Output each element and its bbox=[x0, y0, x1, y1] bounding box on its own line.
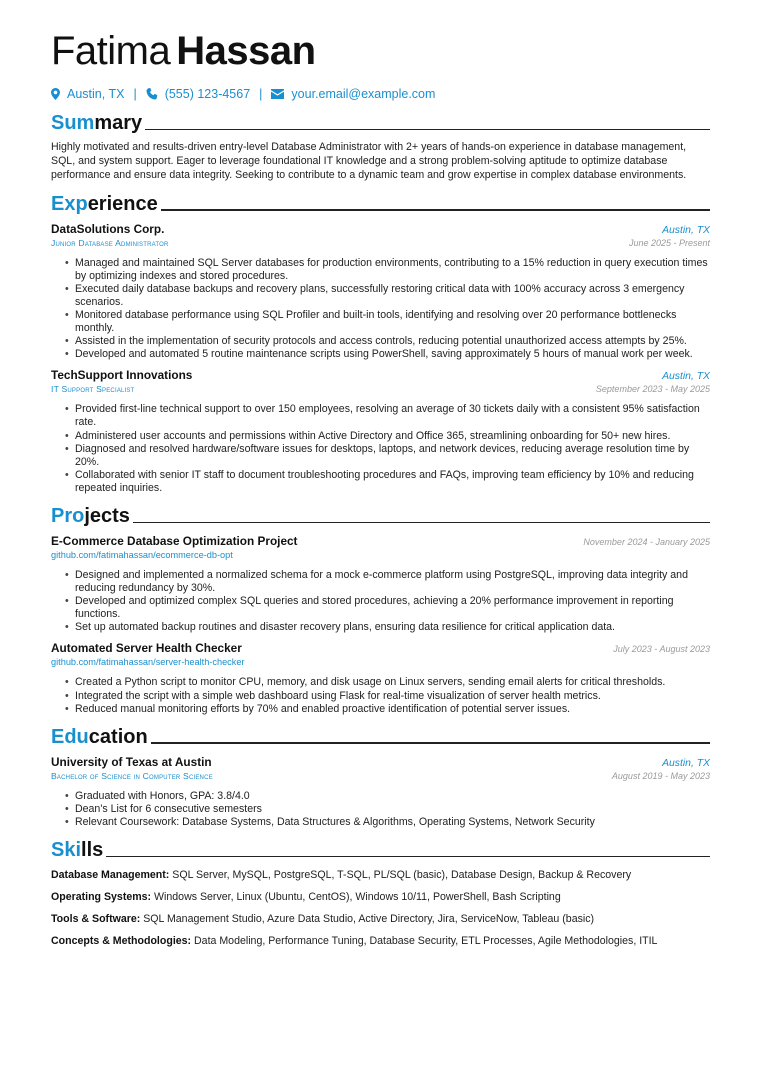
section-header bbox=[51, 503, 710, 527]
projects-section bbox=[51, 503, 710, 716]
bullet-item: • Set up automated backup routines and disaster recovery plans, ensuring data resilience for critical application data. bbox=[65, 621, 710, 634]
section-header bbox=[51, 191, 710, 215]
skill-row bbox=[51, 868, 710, 882]
bullet-item: • Relevant Coursework: Database Systems, Data Structures & Algorithms, Operating Systems, Network Security bbox=[65, 816, 710, 829]
job-location: Austin, TX bbox=[662, 224, 710, 236]
skill-row bbox=[51, 934, 710, 948]
envelope-icon bbox=[271, 89, 284, 99]
skill-value: SQL Server, MySQL, PostgreSQL, T-SQL, PL/SQL (basic), Database Design, Backup & Recovery bbox=[172, 869, 632, 882]
job-dates: September 2023 - May 2025 bbox=[595, 384, 710, 395]
skills-list bbox=[51, 868, 710, 948]
bullet-list bbox=[51, 676, 710, 715]
bullet-item: • Developed and automated 5 routine maintenance scripts using PowerShell, saving approximately 5 hours of manual work per week. bbox=[65, 348, 710, 361]
bullet-item: • Diagnosed and resolved hardware/software issues for desktops, laptops, and network devices, reducing average resolution time by 20%. bbox=[65, 443, 710, 469]
section-title: Summary bbox=[51, 112, 143, 134]
contact-email[interactable] bbox=[271, 87, 435, 101]
skill-label: Concepts & Methodologies: bbox=[51, 935, 192, 948]
section-title: Projects bbox=[51, 505, 130, 528]
bullet-item: • Developed and optimized complex SQL queries and stored procedures, achieving a 20% performance improvement in reporting functions. bbox=[65, 595, 710, 621]
project-link[interactable]: github.com/fatimahassan/ecommerce-db-opt bbox=[51, 550, 233, 561]
bullet-item: • Administered user accounts and permissions within Active Directory and Office 365, streamlining onboarding for 50+ new hires. bbox=[65, 430, 710, 443]
section-title: Experience bbox=[51, 192, 158, 215]
section-header bbox=[51, 837, 710, 861]
bullet-item: • Graduated with Honors, GPA: 3.8/4.0 bbox=[65, 790, 710, 803]
map-marker-icon bbox=[51, 88, 60, 100]
bullet-item: • Managed and maintained SQL Server databases for production environments, contributing to a 15% reduction in query execution times by optimizing indexes and stored procedures. bbox=[65, 257, 710, 283]
phone-icon bbox=[146, 88, 158, 100]
candidate-name bbox=[51, 28, 710, 74]
project-link[interactable]: github.com/fatimahassan/server-health-checker bbox=[51, 657, 245, 668]
section-divider bbox=[161, 209, 710, 211]
project-dates: November 2024 - January 2025 bbox=[583, 537, 710, 548]
section-divider bbox=[145, 129, 710, 131]
section-header bbox=[51, 724, 710, 748]
bullet-list bbox=[51, 257, 710, 362]
experience-entry bbox=[51, 222, 710, 362]
skill-value: SQL Management Studio, Azure Data Studio, Active Directory, Jira, ServiceNow, Tableau (basic) bbox=[143, 913, 595, 926]
project-name: E-Commerce Database Optimization Project bbox=[51, 534, 298, 549]
bullet-item: • Dean's List for 6 consecutive semesters bbox=[65, 803, 710, 816]
skill-label: Database Management: bbox=[51, 869, 170, 882]
section-title: Education bbox=[51, 725, 148, 748]
education-dates: August 2019 - May 2023 bbox=[611, 770, 710, 781]
bullet-item: • Executed daily database backups and recovery plans, successfully restoring critical data with 100% accuracy across 3 emergency scenarios. bbox=[65, 283, 710, 309]
skills-section bbox=[51, 837, 710, 948]
contact-separator: | bbox=[259, 87, 263, 101]
project-entry bbox=[51, 641, 710, 715]
experience-section bbox=[51, 191, 710, 495]
bullet-item: • Created a Python script to monitor CPU, memory, and disk usage on Linux servers, sending email alerts for critical thresholds. bbox=[65, 676, 710, 689]
contact-phone[interactable] bbox=[146, 87, 250, 101]
bullet-item: • Monitored database performance using SQL Profiler and built-in tools, identifying and resolving over 20 performance bottlenecks monthly. bbox=[65, 309, 710, 335]
school-name: University of Texas at Austin bbox=[51, 754, 212, 769]
bullet-list bbox=[51, 790, 710, 829]
contact-line bbox=[51, 86, 710, 102]
bullet-item: • Reduced manual monitoring efforts by 70% and enabled proactive identification of potential server issues. bbox=[65, 703, 710, 716]
summary-section bbox=[51, 110, 710, 183]
company-name: TechSupport Innovations bbox=[51, 368, 193, 383]
education-section bbox=[51, 724, 710, 829]
section-divider bbox=[133, 522, 710, 524]
degree-title: Bachelor of Science in Computer Science bbox=[51, 770, 213, 781]
email-text: your.email@example.com bbox=[291, 87, 436, 101]
section-divider bbox=[151, 742, 710, 744]
bullet-item: • Integrated the script with a simple web dashboard using Flask for real-time visualization of server health metrics. bbox=[65, 690, 710, 703]
section-divider bbox=[106, 856, 710, 858]
bullet-list bbox=[51, 403, 710, 495]
project-name: Automated Server Health Checker bbox=[51, 641, 242, 656]
summary-text: Highly motivated and results-driven entry-level Database Administrator with 2+ years of hands-on experience in database management, SQL, and system support. Eager to leverage foundational IT knowledge and a strong problem-solving aptitude to optimize database performance and ensure data integrity. Seeking to contribute to a dynamic team and grow expertise in complex database environments. bbox=[51, 141, 687, 182]
education-entry bbox=[51, 755, 710, 829]
job-title: Junior Database Administrator bbox=[51, 237, 169, 248]
project-dates: July 2023 - August 2023 bbox=[613, 644, 710, 655]
skill-row bbox=[51, 912, 710, 926]
first-name: Fatima bbox=[51, 29, 171, 73]
skill-value: Data Modeling, Performance Tuning, Database Security, ETL Processes, Agile Methodologies, ITIL bbox=[194, 935, 658, 948]
section-title: Skills bbox=[51, 839, 104, 862]
skill-value: Windows Server, Linux (Ubuntu, CentOS), Windows 10/11, PowerShell, Bash Scripting bbox=[154, 891, 561, 904]
school-location: Austin, TX bbox=[662, 757, 710, 769]
skill-label: Tools & Software: bbox=[51, 913, 141, 926]
location-text: Austin, TX bbox=[67, 87, 125, 101]
section-header bbox=[51, 110, 710, 134]
bullet-list bbox=[51, 569, 710, 634]
company-name: DataSolutions Corp. bbox=[51, 221, 165, 236]
experience-entry bbox=[51, 368, 710, 495]
job-location: Austin, TX bbox=[662, 371, 710, 383]
job-dates: June 2025 - Present bbox=[628, 237, 710, 248]
last-name: Hassan bbox=[176, 29, 316, 73]
skill-row bbox=[51, 890, 710, 904]
phone-text: (555) 123-4567 bbox=[164, 87, 251, 101]
job-title: IT Support Specialist bbox=[51, 384, 135, 395]
project-entry bbox=[51, 534, 710, 634]
bullet-item: • Provided first-line technical support to over 150 employees, resolving an average of 30 tickets daily with a consistent 95% satisfaction rate. bbox=[65, 403, 710, 429]
bullet-item: • Collaborated with senior IT staff to document troubleshooting procedures and FAQs, improving team efficiency by 10% and reducing repeated inquiries. bbox=[65, 469, 710, 495]
contact-location bbox=[51, 87, 124, 101]
skill-label: Operating Systems: bbox=[51, 891, 152, 904]
contact-separator: | bbox=[133, 87, 137, 101]
bullet-item: • Assisted in the implementation of security protocols and access controls, reducing potential unauthorized access attempts by 25%. bbox=[65, 335, 710, 348]
bullet-item: • Designed and implemented a normalized schema for a mock e-commerce platform using PostgreSQL, improving data integrity and reducing redundancy by 30%. bbox=[65, 569, 710, 595]
